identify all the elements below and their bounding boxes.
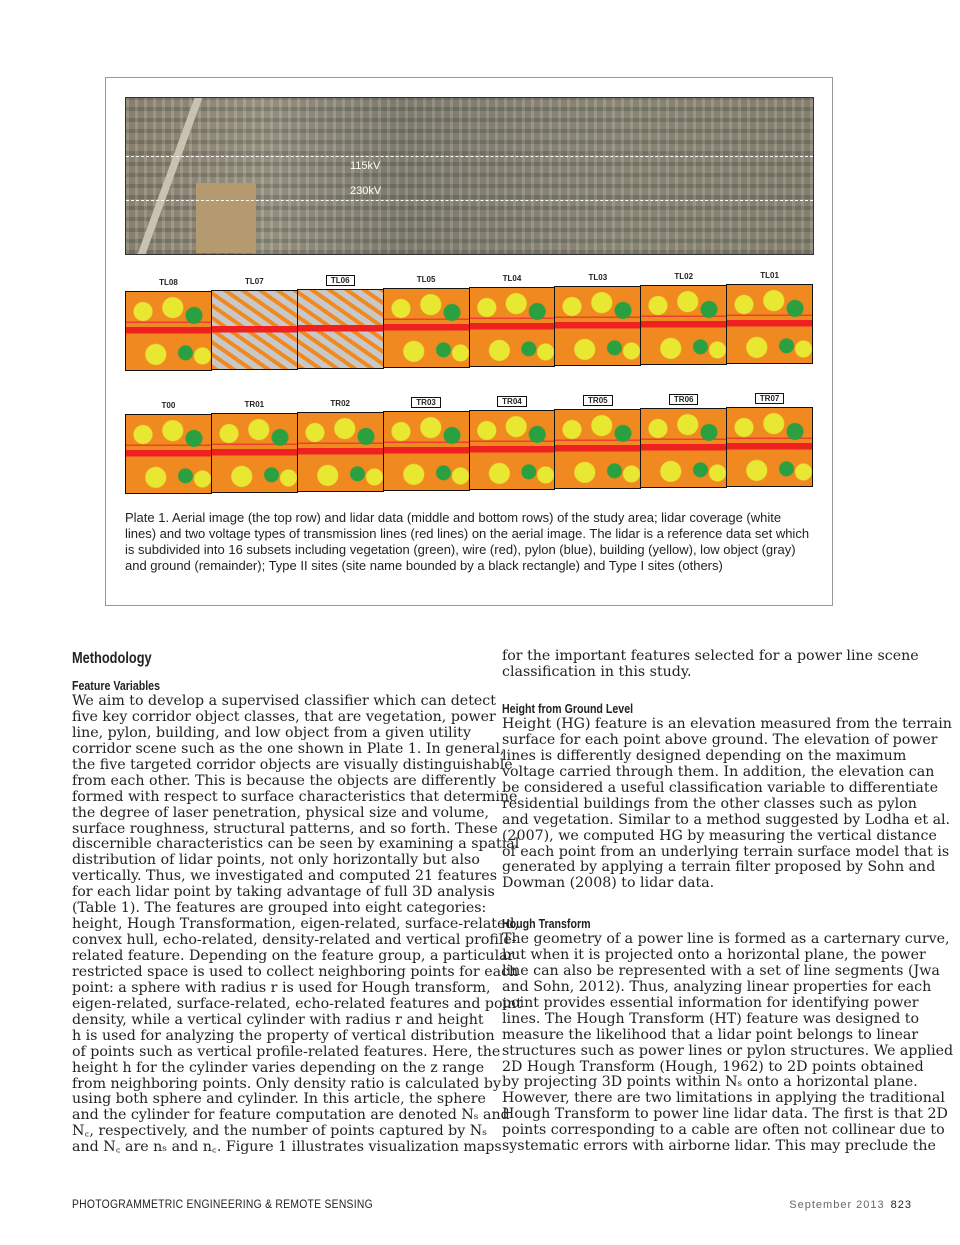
figure-caption: Plate 1. Aerial image (the top row) and lidar data (middle and bottom rows) of the study area; lidar coverage (white lines) and two voltage types of transmission lines (red lines) on the aerial image. The lidar is a reference data set which is subdivided into 16 subsets including vegetation (green), wire (red), pylon (blue), building (yellow), low object (gray) and ground (remainder); Type II sites (site name bounded by a black rectangle) and Type I sites (others) [125, 510, 810, 573]
coverage-line-top [126, 156, 813, 157]
text-line: Dowman (2008) to lidar data. [502, 875, 715, 892]
tile-label-text: TL04 [502, 274, 522, 283]
text-line: lines is differently designed depending on the maximum [502, 747, 907, 764]
lidar-row-bottom [125, 394, 812, 496]
tile-label [126, 278, 211, 287]
lidar-tile [383, 275, 470, 368]
subsection-heading-hough: Hough Transform [502, 917, 591, 931]
lidar-tile [554, 273, 641, 366]
tile-label-text: TL07 [244, 277, 264, 286]
text-line: for each lidar point by taking advantage of full 3D analysis [72, 884, 495, 901]
text-line: Hough Transform to power line lidar data. The first is that 2D [502, 1106, 948, 1123]
text-line: Height (HG) feature is an elevation measured from the terrain [502, 716, 952, 732]
tile-label [641, 272, 726, 281]
text-line: the degree of laser penetration, physical size and volume, [72, 804, 490, 821]
text-line: systematic errors with airborne lidar. This may preclude the [502, 1138, 936, 1155]
text-line: by projecting 3D points within Nₛ onto a horizontal plane. [502, 1074, 918, 1091]
text-line: height, Hough Transformation, eigen-related, surface-related, [72, 916, 519, 933]
text-line: lines. The Hough Transform (HT) feature was designed to [502, 1010, 920, 1027]
journal-name: PHOTOGRAMMETRIC ENGINEERING & REMOTE SENSING [72, 1199, 373, 1211]
text-line: the five targeted corridor objects are visually distinguishable [72, 756, 513, 773]
text-line: from neighboring points. Only density ratio is calculated by [72, 1075, 501, 1092]
aerial-field [196, 183, 256, 253]
lidar-tile [640, 395, 727, 488]
tile-label-text: TL03 [588, 273, 608, 282]
text-line: However, there are two limitations in applying the traditional [502, 1090, 945, 1107]
text-line: measure the likelihood that a lidar point belongs to linear [502, 1026, 919, 1043]
text-line: restricted space is used to collect neighboring points for each [72, 963, 519, 980]
aerial-image [125, 97, 814, 255]
text-line: for the important features selected for a power line scene [502, 648, 919, 664]
text-line: (2007), we computed HG by measuring the vertical distance [502, 827, 937, 844]
text-line: h is used for analyzing the property of vertical distribution [72, 1027, 495, 1044]
text-line: from each other. This is because the objects are differently [72, 772, 496, 789]
text-line: generated by applying a terrain filter proposed by Sohn and [502, 859, 936, 876]
text-line: of points such as vertical profile-related features. Here, the [72, 1043, 501, 1060]
voltage-label-230: 230kV [350, 185, 382, 197]
lidar-tile [469, 397, 556, 490]
lidar-row-middle [125, 271, 812, 373]
text-line: We aim to develop a supervised classifier which can detect [72, 693, 496, 709]
tile-label [384, 275, 469, 284]
tile-label-text: TR04 [497, 396, 527, 407]
tile-label [384, 398, 469, 407]
text-line: convex hull, echo-related, density-related and vertical profile- [72, 932, 517, 949]
text-line: distribution of lidar points, not only horizontally but also [72, 852, 480, 869]
text-line: and the cylinder for feature computation are denoted Nₛ and [72, 1107, 510, 1124]
lidar-tile [125, 401, 212, 494]
tile-label-text: T00 [161, 401, 176, 410]
tile-label [470, 274, 555, 283]
tile-label-text: TR03 [411, 397, 441, 408]
text-line: line can also be represented with a set of line segments (Jwa [502, 962, 940, 979]
text-line: classification in this study. [502, 663, 692, 680]
issue-date: September 2013 [789, 1199, 885, 1211]
text-line: point: a sphere with radius r is used for Hough transform, [72, 979, 491, 996]
text-line: height h for the cylinder varies depending on the z range [72, 1059, 485, 1076]
tile-label [212, 400, 297, 409]
text-line: five key corridor object classes, that are vegetation, power [72, 708, 496, 725]
coverage-line-bottom [126, 200, 813, 201]
text-line: corridor scene such as the one shown in Plate 1. In general, [72, 740, 505, 757]
left-column-text [72, 694, 522, 1156]
tile-label [298, 399, 383, 408]
text-line: using both sphere and cylinder. In this article, the sphere [72, 1091, 486, 1108]
tile-label-text: TR06 [669, 394, 699, 405]
tile-label [555, 396, 640, 405]
tile-label-text: TR02 [330, 399, 350, 408]
hough-section-text [502, 932, 953, 1155]
text-line: point provides essential information for identifying power [502, 994, 919, 1011]
tile-label [641, 395, 726, 404]
tile-label [298, 276, 383, 285]
text-line: related feature. Depending on the feature group, a particular [72, 948, 515, 964]
tile-label [212, 277, 297, 286]
text-line: be considered a useful classification variable to differentiate [502, 779, 938, 796]
tile-label [470, 397, 555, 406]
text-line: (Table 1). The features are grouped into eight categories: [72, 900, 487, 917]
lidar-tile [726, 271, 813, 364]
lidar-tile [469, 274, 556, 367]
tile-label-text: TL08 [159, 278, 178, 287]
subsection-heading-height: Height from Ground Level [502, 702, 634, 716]
text-line: and vegetation. Similar to a method suggested by Lodha et al. [502, 811, 951, 828]
height-section-text [502, 717, 952, 892]
text-line: formed with respect to surface characteristics that determine [72, 788, 518, 805]
tile-label [727, 394, 812, 403]
text-line: surface for each point above ground. The elevation of power [502, 731, 938, 748]
tile-label-text: TL06 [326, 275, 355, 286]
text-line: N꜀, respectively, and the number of points captured by Nₛ [72, 1123, 487, 1140]
text-line: but when it is projected onto a horizontal plane, the power [502, 946, 926, 963]
tile-label-text: TR07 [755, 393, 785, 404]
text-line: line, pylon, building, and low object from a given utility [72, 724, 471, 741]
tile-label [727, 271, 812, 280]
lidar-tile [125, 278, 212, 371]
tile-label-text: TR01 [244, 400, 265, 409]
voltage-label-115: 115kV [350, 160, 381, 172]
text-line: discernible characteristics can be seen by examining a spatial [72, 836, 520, 853]
tile-label [126, 401, 211, 410]
text-line: structures such as power lines or pylon structures. We applied [502, 1042, 954, 1059]
lidar-tile [554, 396, 641, 489]
section-heading: Methodology [72, 650, 152, 667]
text-line: residential buildings from the other classes such as pylon [502, 795, 917, 812]
lidar-tile [297, 399, 384, 492]
text-line: The geometry of a power line is formed as a carternary curve, [502, 931, 950, 947]
lidar-tile [211, 277, 298, 370]
aerial-road [138, 98, 203, 254]
text-line: points corresponding to a cable are often not collinear due to [502, 1122, 945, 1139]
text-line: and Sohn, 2012). Thus, analyzing linear properties for each [502, 978, 932, 995]
subsection-heading: Feature Variables [72, 679, 161, 693]
tile-label-text: TL02 [674, 272, 694, 281]
right-intro-text [502, 649, 919, 681]
text-line: 2D Hough Transform (Hough, 1962) to 2D points obtained [502, 1058, 924, 1075]
text-line: and N꜀ are nₛ and n꜀. Figure 1 illustrates visualization maps [72, 1139, 502, 1156]
text-line: voltage carried through them. In addition, the elevation can [502, 763, 935, 780]
page-footer [789, 1199, 912, 1211]
lidar-tile [640, 272, 727, 365]
lidar-tile [297, 276, 384, 369]
page-number: 823 [890, 1199, 912, 1211]
tile-label-text: TR05 [583, 395, 613, 406]
text-line: surface roughness, structural patterns, and so forth. These [72, 820, 498, 837]
lidar-tile [211, 400, 298, 493]
lidar-tile [726, 394, 813, 487]
tile-label [555, 273, 640, 282]
text-line: of each point from an underlying terrain surface model that is [502, 843, 950, 860]
lidar-tile [383, 398, 470, 491]
text-line: density, while a vertical cylinder with radius r and height [72, 1011, 484, 1028]
text-line: vertically. Thus, we investigated and computed 21 features [72, 868, 497, 885]
tile-label-text: TL01 [760, 271, 779, 280]
text-line: eigen-related, surface-related, echo-related features and point [72, 995, 522, 1012]
tile-label-text: TL05 [416, 275, 436, 284]
